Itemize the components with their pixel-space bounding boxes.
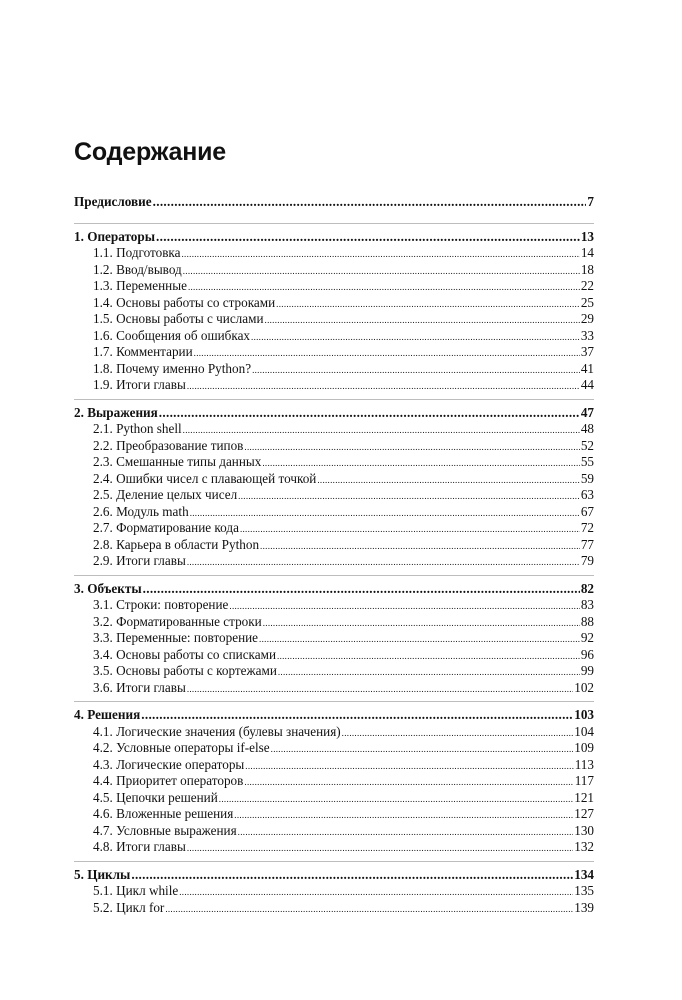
toc-subsection-entry[interactable] <box>74 823 594 840</box>
toc-entry-label: 5. Циклы <box>74 866 131 882</box>
preface-section <box>74 194 594 223</box>
dot-leader <box>342 724 574 742</box>
toc-entry-label: 5.1. Цикл while <box>93 883 179 898</box>
dot-leader <box>143 581 580 598</box>
dot-leader <box>131 867 573 884</box>
toc-entry-page: 59 <box>580 470 594 486</box>
dot-leader <box>278 663 580 681</box>
toc-chapter-entry[interactable] <box>74 229 594 246</box>
toc-entry-page: 82 <box>580 580 594 596</box>
toc-entry-label: 2.5. Деление целых чисел <box>93 487 238 502</box>
toc-entry-label: 1.7. Комментарии <box>93 344 193 359</box>
toc-subsection-entry[interactable] <box>74 487 594 504</box>
toc-subsection-entry[interactable] <box>74 311 594 328</box>
toc-entry-label: 4.2. Условные операторы if-else <box>93 740 270 755</box>
dot-leader <box>229 597 579 615</box>
toc-entry-label: 2.1. Python shell <box>93 421 182 436</box>
dot-leader <box>190 504 580 522</box>
toc-entry-page: 55 <box>580 454 594 469</box>
toc-entry-page: 22 <box>580 278 594 293</box>
dot-leader <box>276 295 580 313</box>
dot-leader <box>238 487 580 505</box>
toc-entry-page: 47 <box>580 404 594 420</box>
toc-chapter-entry[interactable] <box>74 405 594 422</box>
toc-chapter-entry[interactable] <box>74 707 594 724</box>
dot-leader <box>251 328 580 346</box>
chapter-section <box>74 399 594 575</box>
toc-entry-page: 18 <box>580 261 594 277</box>
toc-subsection-entry[interactable] <box>74 245 594 262</box>
toc-entry-page: 134 <box>574 866 594 882</box>
toc-subsection-entry[interactable] <box>74 883 594 900</box>
dot-leader <box>317 471 579 489</box>
toc-entry-page: 37 <box>580 344 594 359</box>
toc-entry-page: 25 <box>580 294 594 310</box>
toc-entry-page: 104 <box>574 723 594 739</box>
toc-subsection-entry[interactable] <box>74 839 594 856</box>
toc-entry-page: 29 <box>580 311 594 326</box>
toc-entry-label: 1.3. Переменные <box>93 278 187 293</box>
toc-entry-label: 2.9. Итоги главы <box>93 553 186 568</box>
toc-entry-label: Предисловие <box>74 194 152 209</box>
toc-entry-label: 1.2. Ввод/вывод <box>93 261 182 277</box>
toc-entry-label: 4.3. Логические операторы <box>93 756 245 772</box>
dot-leader <box>263 614 580 632</box>
toc-entry-page: 127 <box>574 806 594 821</box>
toc-entry-label: 2.4. Ошибки чисел с плавающей точкой <box>93 470 317 486</box>
toc-entry-preface[interactable] <box>74 194 594 211</box>
dot-leader <box>271 740 574 758</box>
chapter-section <box>74 701 594 861</box>
toc-entry-label: 1.1. Подготовка <box>93 245 181 260</box>
toc-subsection-entry[interactable] <box>74 377 594 394</box>
toc-entry-label: 5.2. Цикл for <box>93 899 165 915</box>
toc-subsection-entry[interactable] <box>74 553 594 570</box>
toc-entry-page: 113 <box>574 756 594 772</box>
dot-leader <box>156 229 580 246</box>
dot-leader <box>240 520 580 538</box>
toc-entry-label: 4. Решения <box>74 707 141 722</box>
toc-entry-page: 96 <box>580 646 594 662</box>
page-title: Содержание <box>74 138 227 166</box>
toc-subsection-entry[interactable] <box>74 630 594 647</box>
toc-subsection-entry[interactable] <box>74 504 594 521</box>
toc-entry-label: 3.1. Строки: повторение <box>93 597 229 612</box>
dot-leader <box>188 278 580 296</box>
toc-entry-label: 4.8. Итоги главы <box>93 839 186 854</box>
toc-subsection-entry[interactable] <box>74 647 594 664</box>
toc-subsection-entry[interactable] <box>74 344 594 361</box>
dot-leader <box>245 757 573 775</box>
dot-leader <box>183 421 580 439</box>
dot-leader <box>194 344 580 362</box>
toc-subsection-entry[interactable] <box>74 421 594 438</box>
toc-entry-page: 72 <box>580 520 594 535</box>
chapter-list <box>74 223 594 922</box>
toc-subsection-entry[interactable] <box>74 361 594 378</box>
dot-leader <box>182 245 580 263</box>
toc-subsection-entry[interactable] <box>74 537 594 554</box>
toc-entry-page: 67 <box>580 503 594 519</box>
toc-entry-label: 1. Операторы <box>74 228 156 244</box>
dot-leader <box>165 900 573 918</box>
dot-leader <box>244 773 573 791</box>
toc-subsection-entry[interactable] <box>74 471 594 488</box>
toc-entry-page: 121 <box>574 789 594 805</box>
toc-entry-label: 2.2. Преобразование типов <box>93 437 244 453</box>
toc-subsection-entry[interactable] <box>74 262 594 279</box>
toc-subsection-entry[interactable] <box>74 773 594 790</box>
toc-entry-label: 1.4. Основы работы со строками <box>93 294 276 310</box>
toc-entry-page: 102 <box>574 679 594 695</box>
dot-leader <box>179 883 573 901</box>
toc-entry-page: 14 <box>580 245 594 260</box>
toc-subsection-entry[interactable] <box>74 900 594 917</box>
toc-entry-label: 3.6. Итоги главы <box>93 679 186 695</box>
toc-entry-page: 88 <box>580 613 594 629</box>
toc-entry-label: 2. Выражения <box>74 404 158 420</box>
dot-leader <box>260 537 580 555</box>
toc-entry-label: 1.9. Итоги главы <box>93 377 186 392</box>
toc-entry-page: 63 <box>580 487 594 502</box>
toc-entry-label: 4.7. Условные выражения <box>93 822 237 838</box>
toc-entry-page: 92 <box>580 630 594 645</box>
toc-chapter-entry[interactable] <box>74 581 594 598</box>
toc-entry-label: 1.8. Почему именно Python? <box>93 360 252 376</box>
dot-leader <box>244 438 579 456</box>
toc-subsection-entry[interactable] <box>74 597 594 614</box>
toc-entry-page: 139 <box>574 899 594 915</box>
toc-entry-label: 2.7. Форматирование кода <box>93 520 239 535</box>
toc-entry-page: 117 <box>574 773 594 788</box>
toc-entry-label: 4.6. Вложенные решения <box>93 806 234 821</box>
toc-subsection-entry[interactable] <box>74 614 594 631</box>
dot-leader <box>187 377 580 395</box>
toc-entry-page: 83 <box>580 597 594 612</box>
chapter-section <box>74 575 594 702</box>
toc-subsection-entry[interactable] <box>74 680 594 697</box>
dot-leader <box>259 630 580 648</box>
toc-entry-page: 41 <box>580 360 594 376</box>
chapter-section <box>74 223 594 399</box>
toc-entry-label: 2.6. Модуль math <box>93 503 189 519</box>
toc-subsection-entry[interactable] <box>74 278 594 295</box>
toc-entry-label: 2.3. Смешанные типы данных <box>93 454 262 469</box>
toc-entry-page: 52 <box>580 437 594 453</box>
toc-subsection-entry[interactable] <box>74 740 594 757</box>
toc-entry-label: 1.6. Сообщения об ошибках <box>93 327 251 343</box>
toc-entry-page: 132 <box>574 839 594 854</box>
dot-leader <box>252 361 580 379</box>
toc-entry-page: 48 <box>580 421 594 436</box>
toc-entry-label: 3.5. Основы работы с кортежами <box>93 663 277 678</box>
toc-entry-label: 3.2. Форматированные строки <box>93 613 262 629</box>
toc-subsection-entry[interactable] <box>74 790 594 807</box>
toc-entry-page: 135 <box>574 883 594 898</box>
toc-entry-label: 3. Объекты <box>74 580 142 596</box>
toc-subsection-entry[interactable] <box>74 295 594 312</box>
toc-entry-page: 44 <box>580 377 594 392</box>
toc-subsection-entry[interactable] <box>74 757 594 774</box>
dot-leader <box>187 680 573 698</box>
toc-entry-page: 130 <box>574 822 594 838</box>
dot-leader <box>262 454 579 472</box>
toc-subsection-entry[interactable] <box>74 328 594 345</box>
toc-subsection-entry[interactable] <box>74 438 594 455</box>
toc-entry-page: 7 <box>587 194 594 209</box>
toc-entry-page: 103 <box>574 707 594 722</box>
dot-leader <box>265 311 580 329</box>
dot-leader <box>153 194 587 211</box>
toc-entry-page: 79 <box>580 553 594 568</box>
dot-leader <box>219 790 573 808</box>
dot-leader <box>187 839 573 857</box>
chapter-section <box>74 861 594 922</box>
dot-leader <box>183 262 580 280</box>
dot-leader <box>187 553 580 571</box>
toc-entry-label: 1.5. Основы работы с числами <box>93 311 264 326</box>
toc-subsection-entry[interactable] <box>74 454 594 471</box>
toc-entry-page: 99 <box>580 663 594 678</box>
toc-entry-page: 109 <box>574 740 594 755</box>
toc-entry-page: 77 <box>580 536 594 552</box>
table-of-contents <box>74 194 594 921</box>
dot-leader <box>238 823 574 841</box>
toc-entry-page: 13 <box>580 228 594 244</box>
toc-entry-page: 33 <box>580 327 594 343</box>
toc-entry-label: 4.1. Логические значения (булевы значения) <box>93 723 341 739</box>
dot-leader <box>277 647 580 665</box>
toc-subsection-entry[interactable] <box>74 724 594 741</box>
toc-entry-label: 2.8. Карьера в области Python <box>93 536 260 552</box>
toc-subsection-entry[interactable] <box>74 806 594 823</box>
dot-leader <box>159 405 580 422</box>
toc-chapter-entry[interactable] <box>74 867 594 884</box>
toc-entry-label: 4.5. Цепочки решений <box>93 789 218 805</box>
toc-subsection-entry[interactable] <box>74 520 594 537</box>
toc-entry-label: 3.4. Основы работы со списками <box>93 646 277 662</box>
toc-subsection-entry[interactable] <box>74 663 594 680</box>
toc-entry-label: 4.4. Приоритет операторов <box>93 773 244 788</box>
toc-entry-label: 3.3. Переменные: повторение <box>93 630 259 645</box>
dot-leader <box>141 707 573 724</box>
dot-leader <box>234 806 573 824</box>
